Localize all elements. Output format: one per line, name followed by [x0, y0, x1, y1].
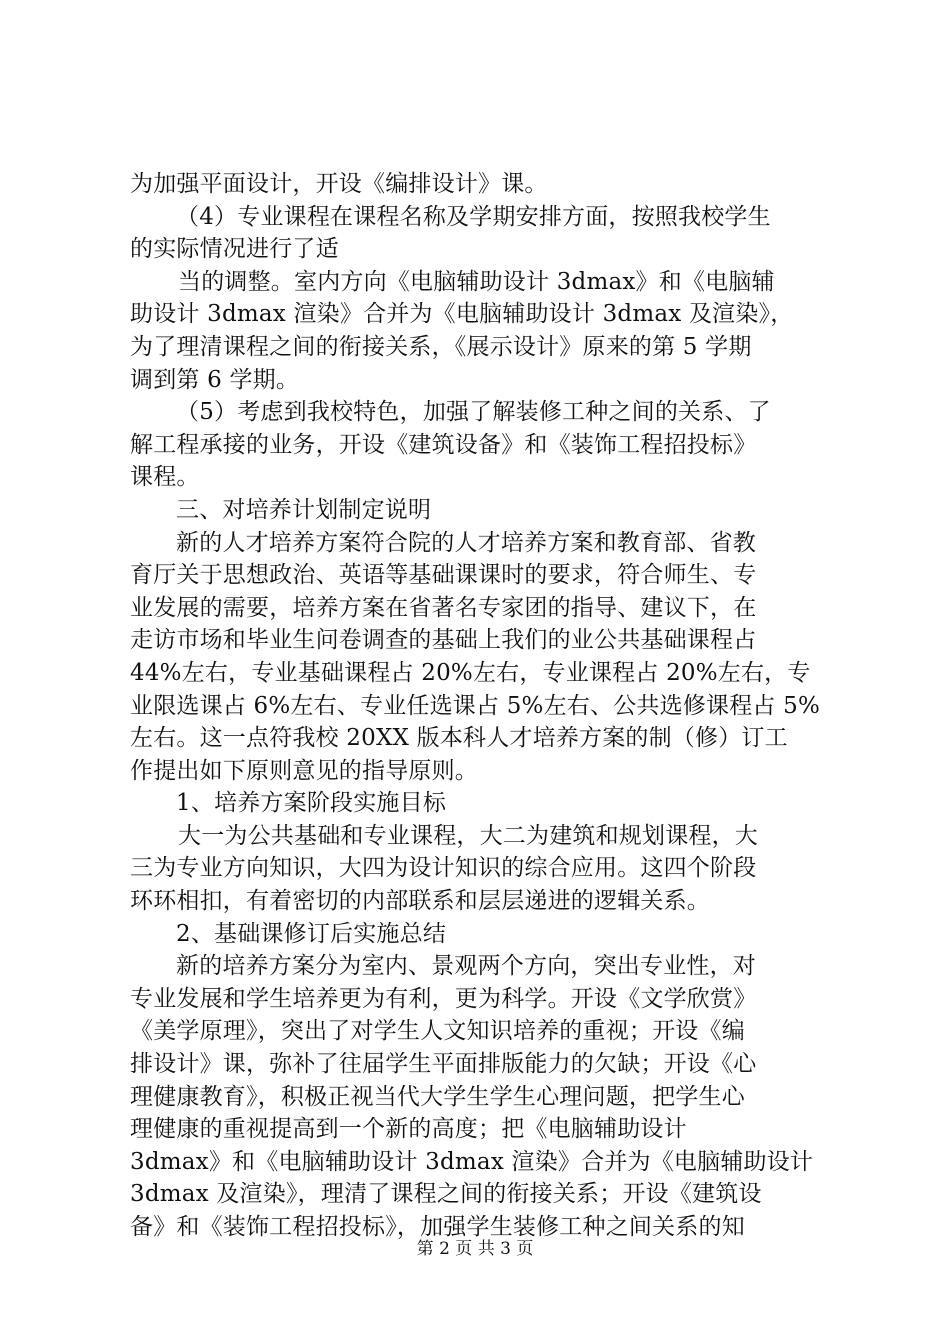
page-footer: 第 2 页 共 3 页 [416, 1239, 534, 1259]
text-line: 的实际情况进行了适 [130, 236, 339, 263]
subsection-heading: 1、培养方案阶段实施目标 [176, 790, 447, 817]
text-line: 解工程承接的业务，开设《建筑设备》和《装饰工程招投标》 [130, 431, 757, 458]
text-line: 新的培养方案分为室内、景观两个方向，突出专业性，对 [176, 953, 756, 980]
text-line: 排设计》课，弥补了往届学生平面排版能力的欠缺；开设《心 [130, 1051, 757, 1078]
text-line: 当的调整。室内方向《电脑辅助设计 3dmax》和《电脑辅 [178, 268, 775, 295]
text-line: 三为专业方向知识，大四为设计知识的综合应用。这四个阶段 [130, 855, 757, 882]
text-line: 大一为公共基础和专业课程，大二为建筑和规划课程，大 [178, 822, 758, 849]
text-line: 调到第 6 学期。 [130, 366, 300, 393]
text-line: 左右。这一点符我校 20XX 版本科人才培养方案的制（修）订工 [130, 725, 788, 752]
text-line: 育厅关于思想政治、英语等基础课课时的要求，符合师生、专 [130, 562, 757, 589]
text-line: 理健康教育》，积极正视当代大学生学生心理问题，把学生心 [130, 1083, 745, 1110]
text-line: 走访市场和毕业生问卷调查的基础上我们的业公共基础课程占 [130, 627, 757, 654]
text-line: 为加强平面设计，开设《编排设计》课。 [130, 171, 548, 197]
text-line: 专业发展和学生培养更为有利，更为科学。开设《文学欣赏》 [130, 985, 757, 1012]
text-line: 业发展的需要，培养方案在省著名专家团的指导、建议下，在 [130, 594, 757, 621]
text-line: 为了理清课程之间的衔接关系，《展示设计》原来的第 5 学期 [130, 333, 752, 360]
text-line: （5）考虑到我校特色，加强了解装修工种之间的关系、了 [176, 399, 771, 426]
document-body [130, 168, 830, 1244]
text-line: 44%左右，专业基础课程占 20%左右，专业课程占 20%左右，专 [130, 659, 811, 686]
text-line: （4）专业课程在课程名称及学期安排方面，按照我校学生 [176, 203, 771, 230]
text-line: 理健康的重视提高到一个新的高度；把《电脑辅助设计 [130, 1116, 687, 1143]
text-line: 环环相扣，有着密切的内部联系和层层递进的逻辑关系。 [130, 888, 710, 915]
subsection-heading: 2、基础课修订后实施总结 [176, 920, 447, 947]
section-heading: 三、对培养计划制定说明 [176, 496, 432, 523]
text-line: 助设计 3dmax 渲染》合并为《电脑辅助设计 3dmax 及渲染》， [130, 301, 794, 328]
text-line: 新的人才培养方案符合院的人才培养方案和教育部、省教 [176, 529, 756, 556]
text-line: 课程。 [130, 464, 200, 491]
text-line: 3dmax》和《电脑辅助设计 3dmax 渲染》合并为《电脑辅助设计 [130, 1148, 814, 1175]
text-line: 业限选课占 6%左右、专业任选课占 5%左右、公共选修课程占 5% [130, 692, 820, 719]
text-line: 作提出如下原则意见的指导原则。 [130, 757, 478, 784]
text-line: 3dmax 及渲染》，理清了课程之间的衔接关系；开设《建筑设 [130, 1181, 762, 1208]
text-line: 备》和《装饰工程招投标》，加强学生装修工种之间关系的知 [130, 1214, 745, 1240]
text-line: 《美学原理》，突出了对学生人文知识培养的重视；开设《编 [130, 1018, 745, 1045]
